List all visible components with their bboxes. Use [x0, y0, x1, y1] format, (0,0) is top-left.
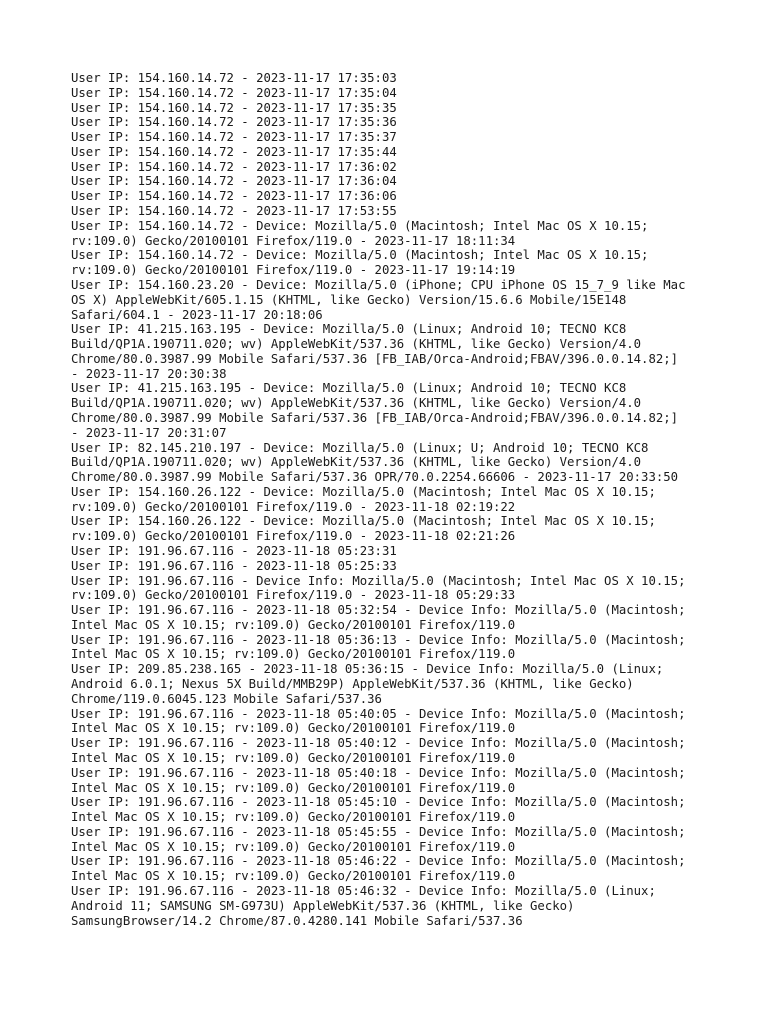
log-line: User IP: 154.160.14.72 - 2023-11-17 17:35:03 — [71, 71, 397, 85]
log-line: Intel Mac OS X 10.15; rv:109.0) Gecko/20100101 Firefox/119.0 — [71, 780, 516, 795]
log-line: User IP: 154.160.14.72 - 2023-11-17 17:35:35 — [71, 100, 397, 115]
log-line: Intel Mac OS X 10.15; rv:109.0) Gecko/20100101 Firefox/119.0 — [71, 750, 516, 765]
log-line: User IP: 191.96.67.116 - 2023-11-18 05:45:55 - Device Info: Mozilla/5.0 (Macintosh; — [71, 824, 686, 839]
log-line: rv:109.0) Gecko/20100101 Firefox/119.0 - 2023-11-18 02:21:26 — [71, 529, 516, 544]
log-line: rv:109.0) Gecko/20100101 Firefox/119.0 - 2023-11-17 19:14:19 — [71, 263, 516, 278]
log-line: rv:109.0) Gecko/20100101 Firefox/119.0 - 2023-11-17 18:11:34 — [71, 233, 516, 248]
log-line: User IP: 191.96.67.116 - 2023-11-18 05:46:22 - Device Info: Mozilla/5.0 (Macintosh; — [71, 854, 686, 869]
log-line: Chrome/119.0.6045.123 Mobile Safari/537.36 — [71, 691, 382, 706]
log-line: User IP: 82.145.210.197 - Device: Mozilla/5.0 (Linux; U; Android 10; TECNO KC8 — [71, 440, 649, 455]
log-line: User IP: 154.160.14.72 - 2023-11-17 17:36:06 — [71, 189, 397, 204]
log-line: User IP: 191.96.67.116 - 2023-11-18 05:45:10 - Device Info: Mozilla/5.0 (Macintosh; — [71, 795, 686, 810]
log-line: User IP: 154.160.14.72 - 2023-11-17 17:36:02 — [71, 159, 397, 174]
log-line: Build/QP1A.190711.020; wv) AppleWebKit/537.36 (KHTML, like Gecko) Version/4.0 — [71, 337, 642, 352]
log-line: User IP: 154.160.14.72 - 2023-11-17 17:53:55 — [71, 204, 397, 219]
log-line: User IP: 191.96.67.116 - 2023-11-18 05:40:18 - Device Info: Mozilla/5.0 (Macintosh; — [71, 765, 686, 780]
log-line: Intel Mac OS X 10.15; rv:109.0) Gecko/20100101 Firefox/119.0 — [71, 721, 516, 736]
log-line: Intel Mac OS X 10.15; rv:109.0) Gecko/20100101 Firefox/119.0 — [71, 647, 516, 662]
log-line: User IP: 191.96.67.116 - 2023-11-18 05:40:12 - Device Info: Mozilla/5.0 (Macintosh; — [71, 736, 686, 751]
log-line: User IP: 191.96.67.116 - 2023-11-18 05:23:31 — [71, 544, 397, 558]
log-line: User IP: 191.96.67.116 - 2023-11-18 05:40:05 - Device Info: Mozilla/5.0 (Macintosh; — [71, 706, 686, 721]
log-line: Chrome/80.0.3987.99 Mobile Safari/537.36 OPR/70.0.2254.66606 - 2023-11-17 20:33:50 — [71, 470, 679, 485]
log-line: Intel Mac OS X 10.15; rv:109.0) Gecko/20100101 Firefox/119.0 — [71, 617, 516, 632]
log-line: Safari/604.1 - 2023-11-17 20:18:06 — [71, 307, 323, 322]
log-line: User IP: 154.160.23.20 - Device: Mozilla/5.0 (iPhone; CPU iPhone OS 15_7_9 like Mac — [71, 277, 686, 292]
log-line: User IP: 154.160.26.122 - Device: Mozilla/5.0 (Macintosh; Intel Mac OS X 10.15; — [71, 484, 656, 499]
log-line: User IP: 191.96.67.116 - 2023-11-18 05:25:33 — [71, 558, 397, 573]
log-line: Build/QP1A.190711.020; wv) AppleWebKit/537.36 (KHTML, like Gecko) Version/4.0 — [71, 455, 642, 470]
log-line: User IP: 154.160.14.72 - 2023-11-17 17:35:36 — [71, 115, 397, 130]
log-line: User IP: 191.96.67.116 - Device Info: Mozilla/5.0 (Macintosh; Intel Mac OS X 10.15; — [71, 573, 686, 588]
log-line: User IP: 209.85.238.165 - 2023-11-18 05:36:15 - Device Info: Mozilla/5.0 (Linux; — [71, 662, 664, 677]
log-line: rv:109.0) Gecko/20100101 Firefox/119.0 - 2023-11-18 02:19:22 — [71, 499, 516, 514]
log-line: User IP: 154.160.14.72 - 2023-11-17 17:35:44 — [71, 144, 397, 159]
log-line: User IP: 191.96.67.116 - 2023-11-18 05:46:32 - Device Info: Mozilla/5.0 (Linux; — [71, 883, 656, 898]
log-line: User IP: 41.215.163.195 - Device: Mozilla/5.0 (Linux; Android 10; TECNO KC8 — [71, 381, 627, 396]
log-line: Intel Mac OS X 10.15; rv:109.0) Gecko/20100101 Firefox/119.0 — [71, 810, 516, 825]
log-line: SamsungBrowser/14.2 Chrome/87.0.4280.141 Mobile Safari/537.36 — [71, 913, 523, 928]
log-line: User IP: 41.215.163.195 - Device: Mozilla/5.0 (Linux; Android 10; TECNO KC8 — [71, 322, 627, 337]
log-line: - 2023-11-17 20:31:07 — [71, 425, 227, 440]
log-line: Android 11; SAMSUNG SM-G973U) AppleWebKit/537.36 (KHTML, like Gecko) — [71, 898, 575, 913]
log-document — [71, 71, 711, 928]
log-line: User IP: 154.160.14.72 - 2023-11-17 17:35:04 — [71, 85, 397, 100]
log-line: OS X) AppleWebKit/605.1.15 (KHTML, like Gecko) Version/15.6.6 Mobile/15E148 — [71, 292, 627, 307]
log-line: Chrome/80.0.3987.99 Mobile Safari/537.36 [FB_IAB/Orca-Android;FBAV/396.0.0.14.82;] — [71, 351, 679, 366]
log-line: Intel Mac OS X 10.15; rv:109.0) Gecko/20100101 Firefox/119.0 — [71, 869, 516, 884]
log-line: Intel Mac OS X 10.15; rv:109.0) Gecko/20100101 Firefox/119.0 — [71, 839, 516, 854]
log-line: rv:109.0) Gecko/20100101 Firefox/119.0 - 2023-11-18 05:29:33 — [71, 588, 516, 603]
log-line: User IP: 154.160.14.72 - Device: Mozilla/5.0 (Macintosh; Intel Mac OS X 10.15; — [71, 248, 649, 263]
log-line: - 2023-11-17 20:30:38 — [71, 366, 227, 381]
log-line: Chrome/80.0.3987.99 Mobile Safari/537.36 [FB_IAB/Orca-Android;FBAV/396.0.0.14.82;] — [71, 410, 679, 425]
log-line: User IP: 191.96.67.116 - 2023-11-18 05:32:54 - Device Info: Mozilla/5.0 (Macintosh; — [71, 603, 686, 618]
log-line: User IP: 154.160.26.122 - Device: Mozilla/5.0 (Macintosh; Intel Mac OS X 10.15; — [71, 514, 656, 529]
log-line: User IP: 191.96.67.116 - 2023-11-18 05:36:13 - Device Info: Mozilla/5.0 (Macintosh; — [71, 632, 686, 647]
log-line: User IP: 154.160.14.72 - Device: Mozilla/5.0 (Macintosh; Intel Mac OS X 10.15; — [71, 218, 649, 233]
log-line: User IP: 154.160.14.72 - 2023-11-17 17:36:04 — [71, 174, 397, 189]
log-line: Android 6.0.1; Nexus 5X Build/MMB29P) AppleWebKit/537.36 (KHTML, like Gecko) — [71, 677, 634, 692]
log-line: User IP: 154.160.14.72 - 2023-11-17 17:35:37 — [71, 130, 397, 145]
log-line: Build/QP1A.190711.020; wv) AppleWebKit/537.36 (KHTML, like Gecko) Version/4.0 — [71, 396, 642, 411]
